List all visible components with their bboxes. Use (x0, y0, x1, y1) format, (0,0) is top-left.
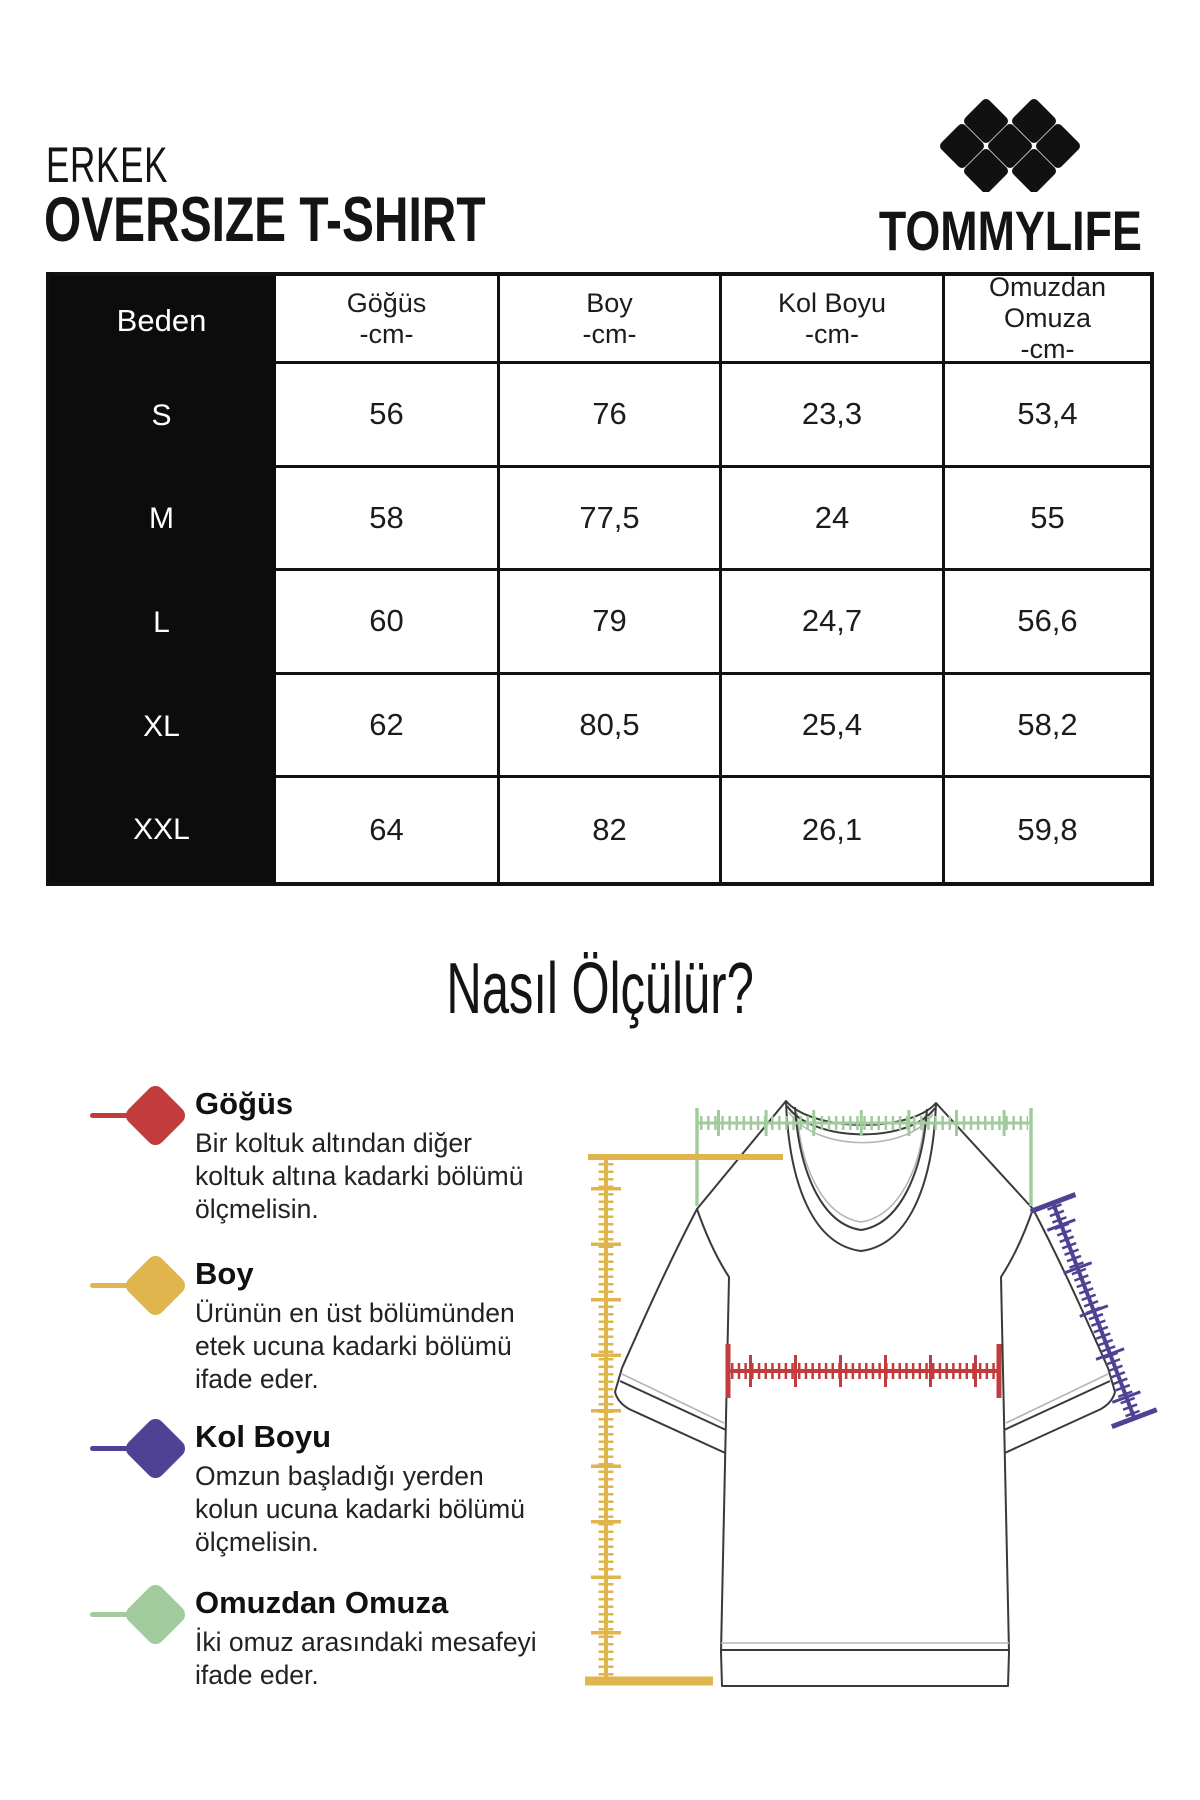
shoulder-diamond-icon (90, 1591, 202, 1643)
table-cell: 58,2 (945, 675, 1150, 779)
table-header-kol-boyu: Kol Boyu -cm- (722, 276, 945, 364)
size-label: XXL (50, 778, 276, 882)
brand-name (810, 198, 1200, 263)
legend-item-gogus (75, 1078, 524, 1226)
legend-item-kol-boyu (75, 1411, 525, 1559)
table-header-boy: Boy -cm- (500, 276, 722, 364)
table-cell: 64 (276, 778, 500, 882)
size-label: L (50, 571, 276, 675)
legend-name: Göğüs (195, 1086, 294, 1121)
legend-name: Boy (195, 1256, 254, 1291)
table-cell: 56 (276, 364, 500, 468)
tshirt-body (697, 1101, 1033, 1686)
table-header-gogus: Göğüs -cm- (276, 276, 500, 364)
table-cell: 62 (276, 675, 500, 779)
tshirt-measure-diagram (540, 930, 1200, 1700)
table-cell: 24 (722, 468, 945, 572)
legend-name: Kol Boyu (195, 1419, 332, 1454)
table-cell: 26,1 (722, 778, 945, 882)
table-cell: 55 (945, 468, 1150, 572)
size-table (46, 272, 1154, 886)
legend-name: Omuzdan Omuza (195, 1585, 449, 1620)
size-label: S (50, 364, 276, 468)
table-cell: 82 (500, 778, 722, 882)
table-cell: 79 (500, 571, 722, 675)
brand-logo-icon (940, 96, 1080, 192)
size-label: M (50, 468, 276, 572)
legend-description: Bir koltuk altından diğer koltuk altına kadarki bölümü ölçmelisin. (195, 1128, 524, 1224)
table-cell: 24,7 (722, 571, 945, 675)
table-cell: 58 (276, 468, 500, 572)
table-cell: 25,4 (722, 675, 945, 779)
brand-name-text: TOMMYLIFE (878, 199, 1142, 262)
table-cell: 76 (500, 364, 722, 468)
table-cell: 56,6 (945, 571, 1150, 675)
table-header-beden: Beden (50, 276, 276, 364)
legend-description: Omzun başladığı yerden kolun ucuna kadarki bölümü ölçmelisin. (195, 1461, 525, 1557)
table-cell: 53,4 (945, 364, 1150, 468)
legend-description: İki omuz arasındaki mesafeyi ifade eder. (195, 1627, 537, 1690)
how-to-measure-title: Nasıl Ölçülür? (446, 949, 754, 1029)
table-cell: 60 (276, 571, 500, 675)
chest-diamond-icon (90, 1092, 202, 1144)
legend-item-omuzdan-omuza (75, 1577, 537, 1692)
table-cell: 23,3 (722, 364, 945, 468)
table-cell: 80,5 (500, 675, 722, 779)
legend-description: Ürünün en üst bölümünden etek ucuna kadarki bölümü ifade eder. (195, 1298, 515, 1394)
sleeve-diamond-icon (90, 1425, 202, 1477)
legend-item-boy (75, 1248, 515, 1396)
table-cell: 59,8 (945, 778, 1150, 882)
gender-subtitle: ERKEK (46, 137, 169, 193)
table-header-omuzdan-omuza: Omuzdan Omuza -cm- (945, 276, 1150, 364)
size-label: XL (50, 675, 276, 779)
table-cell: 77,5 (500, 468, 722, 572)
product-title: OVERSIZE T-SHIRT (44, 185, 486, 255)
length-diamond-icon (90, 1262, 202, 1314)
